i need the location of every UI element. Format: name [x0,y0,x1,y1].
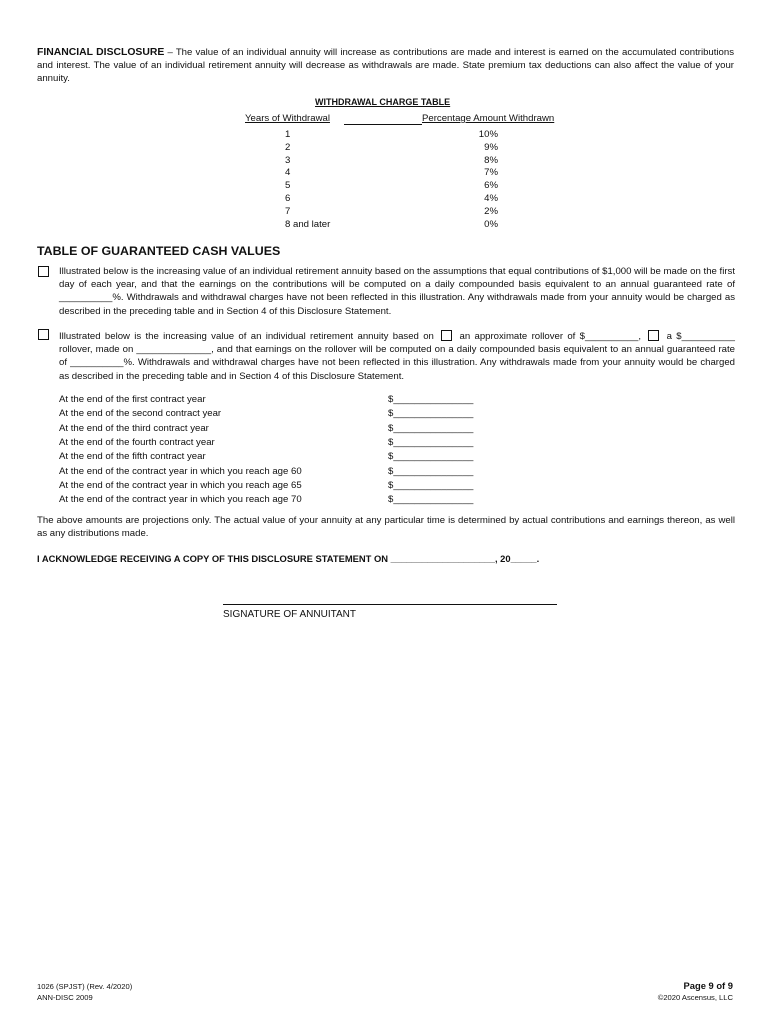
option1-checkbox[interactable] [38,266,49,277]
withdrawal-col-years: Years of Withdrawal [245,113,330,124]
withdrawal-percentage: 0% [484,218,498,230]
withdrawal-percentage: 2% [484,205,498,217]
withdrawal-year: 8 and later [285,218,331,230]
cash-value-amount-field[interactable]: $_______________ [388,451,474,463]
cash-value-label: At the end of the fifth contract year [59,451,206,463]
withdrawal-percentage: 10% [478,129,498,140]
withdrawal-year: 4 [285,167,291,179]
cash-value-label: At the end of the fourth contract year [59,436,215,448]
cash-values-heading: TABLE OF GUARANTEED CASH VALUES [37,244,281,258]
financial-disclosure-dash: – [164,47,176,58]
cash-value-amount-field[interactable]: $_______________ [388,465,474,477]
option2-paragraph [59,330,735,383]
withdrawal-percentage: 7% [484,167,498,179]
cash-value-amount-field[interactable]: $_______________ [388,494,474,506]
footer-page-number: Page 9 of 9 [683,980,733,991]
option2-text-a: Illustrated below is the increasing value of an individual retirement annuity based on [59,331,434,342]
withdrawal-year: 7 [285,205,291,217]
footer-form-code: 1026 (SPJST) (Rev. 4/2020) [37,982,133,991]
withdrawal-table-title: WITHDRAWAL CHARGE TABLE [315,97,451,107]
withdrawal-percentage: 6% [484,180,498,192]
cash-value-label: At the end of the second contract year [59,408,222,420]
financial-disclosure-paragraph [37,46,734,86]
withdrawal-col-pct: Percentage Amount Withdrawn [422,113,555,124]
withdrawal-year: 3 [285,154,291,166]
cash-value-label: At the end of the contract year in which you reach age 65 [59,479,302,491]
withdrawal-year: 2 [285,141,291,153]
option1-text: Illustrated below is the increasing value of an individual retirement annuity based on the assumptions that equal contributions of $1,000 will be made on the first day of each year, and that the earnings on the contributions will be computed on a daily compounded basis equivalent to an annual guaranteed rate of __________%. Withdrawals and withdrawal charges have not been reflected in this illustration. Any withdrawals made from your annuity would be charged as described in the preceding table and in Section 4 of this Disclosure Statement. [59,266,735,317]
option2-text-b: an approximate rollover of $__________, [459,331,642,342]
cash-value-label: At the end of the first contract year [59,394,206,405]
cash-value-amount-field[interactable]: $_______________ [388,436,474,448]
cash-value-label: At the end of the contract year in which you reach age 70 [59,494,302,506]
option2-text-c: a [666,331,672,342]
rollover-approx-checkbox[interactable] [441,330,452,341]
withdrawal-col-underline-gap [344,124,422,125]
withdrawal-percentage: 9% [484,141,498,153]
financial-disclosure-heading: FINANCIAL DISCLOSURE [37,47,165,58]
cash-value-amount-field[interactable]: $_______________ [388,479,474,491]
option2-text-rest: $__________ rollover, made on ______________, and that earnings on the rollover will be computed on a daily compounded basis equivalent to an annual guaranteed rate of __________%. Withdrawals and withdrawal charges have not been reflected in this illustration. Any withdrawals made from your annuity would be charged as described in the preceding table and in Section 4 of this Disclosure Statement. [59,331,735,382]
withdrawal-year: 5 [285,180,291,192]
financial-disclosure-text: The value of an individual annuity will increase as contributions are made and interest is earned on the accumulated contributions and interest. The value of an individual retirement annuity will decrease as withdrawals are made. State premium tax deductions can also affect the value of your annuity. [37,47,735,85]
cash-value-label: At the end of the contract year in which you reach age 60 [59,465,302,477]
option2-checkbox[interactable] [38,329,49,340]
cash-value-amount-field[interactable]: $_______________ [388,422,474,434]
rollover-exact-checkbox[interactable] [648,330,659,341]
footer-form-id: ANN-DISC 2009 [37,993,93,1002]
withdrawal-year: 6 [285,193,291,204]
footer-copyright: ©2020 Ascensus, LLC [657,993,733,1002]
withdrawal-year: 1 [285,129,291,140]
cash-value-amount-field[interactable]: $_______________ [388,408,474,420]
projection-note: The above amounts are projections only. The actual value of your annuity at any particular time is determined by actual contributions and earnings thereon, as well as any distributions made. [37,515,735,540]
acknowledge-statement: I ACKNOWLEDGE RECEIVING A COPY OF THIS DISCLOSURE STATEMENT ON ____________________, 20_____. [37,553,540,564]
signature-label: SIGNATURE OF ANNUITANT [223,609,356,620]
withdrawal-percentage: 8% [484,154,498,166]
cash-value-amount-field[interactable]: $_______________ [388,394,474,405]
signature-line[interactable] [223,604,557,605]
cash-value-label: At the end of the third contract year [59,422,209,434]
withdrawal-percentage: 4% [484,193,498,204]
